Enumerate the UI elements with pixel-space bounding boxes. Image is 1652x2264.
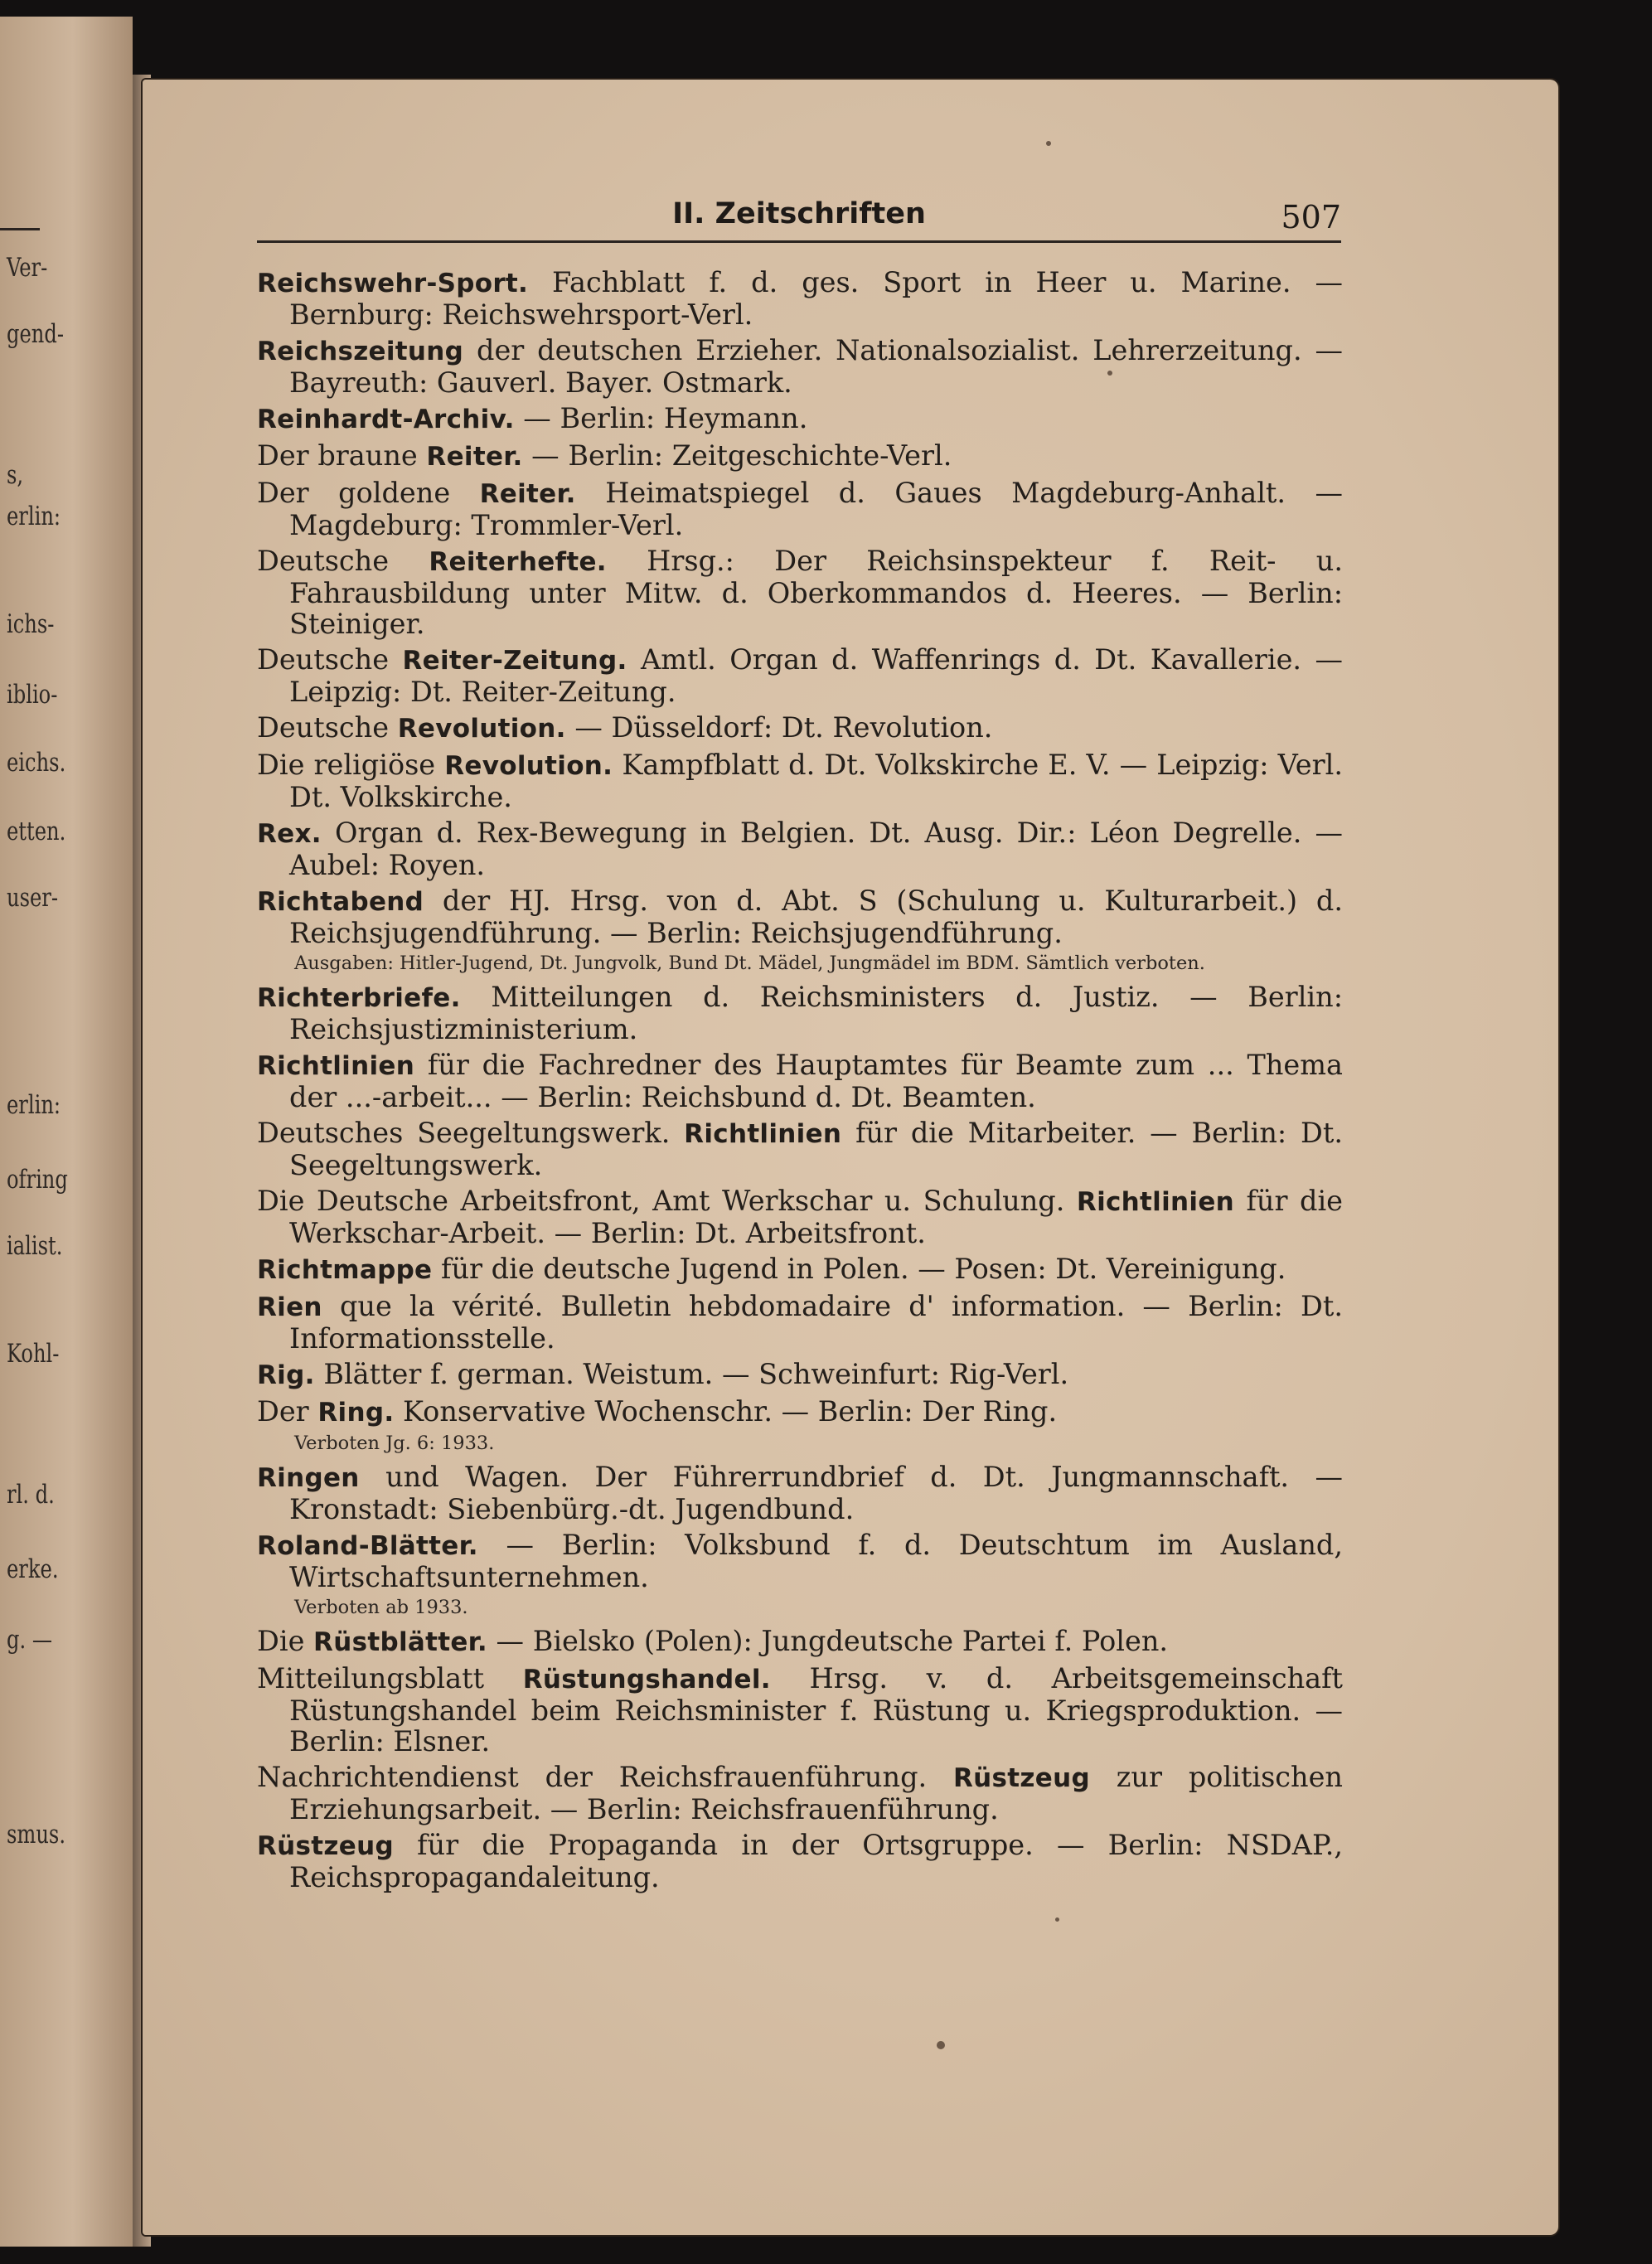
left-page-fragment: Ver- xyxy=(7,253,48,283)
entry-note: Verboten ab 1933. xyxy=(294,1597,468,1618)
list-item: Der Ring. Konservative Wochenschr. — Berlin: Der Ring. xyxy=(257,1395,1058,1428)
running-header xyxy=(257,196,1341,242)
list-item: Reichswehr-Sport. Fachblatt f. d. ges. Sport in Heer u. Marine. — Bernburg: Reichswehrsport-Verl. xyxy=(257,266,1343,331)
list-item: Rien que la vérité. Bulletin hebdomadaire d' information. — Berlin: Dt. Informationsstelle. xyxy=(257,1290,1343,1355)
left-page-fragment: s, xyxy=(7,460,24,490)
left-page-fragment: etten. xyxy=(7,817,66,846)
list-item: Die Deutsche Arbeitsfront, Amt Werkschar u. Schulung. Richtlinien für die Werkschar-Arbeit. — Berlin: Dt. Arbeitsfront. xyxy=(257,1185,1343,1249)
left-page-fragment: g. — xyxy=(7,1625,53,1655)
entry-list xyxy=(257,267,1343,1898)
list-item: Die Rüstblätter. — Bielsko (Polen): Jungdeutsche Partei f. Polen. xyxy=(257,1625,1169,1657)
list-item: Deutsche Reiterhefte. Hrsg.: Der Reichsinspekteur f. Reit- u. Fahrausbildung unter Mitw. d. Oberkommandos d. Heeres. — Berlin: Steiniger. xyxy=(257,545,1344,640)
list-item: Richtlinien für die Fachredner des Hauptamtes für Beamte zum ... Thema der ...-arbeit... — Berlin: Reichsbund d. Dt. Beamten. xyxy=(257,1049,1343,1113)
left-page-fragment: gend- xyxy=(7,319,65,349)
entry-note: Verboten Jg. 6: 1933. xyxy=(294,1433,495,1454)
list-item: Rig. Blätter f. german. Weistum. — Schweinfurt: Rig-Verl. xyxy=(257,1358,1069,1390)
left-page-fragment: iblio- xyxy=(7,680,58,710)
left-page-fragment: ofring xyxy=(7,1165,68,1195)
list-item: Roland-Blätter. — Berlin: Volksbund f. d. Deutschtum im Ausland, Wirtschaftsunternehmen. xyxy=(257,1529,1343,1593)
left-page-fragment: rl. d. xyxy=(7,1480,55,1510)
left-page-fragment: Kohl- xyxy=(7,1339,60,1369)
left-page-fragment: ichs- xyxy=(7,609,55,639)
paper-speck xyxy=(1055,1917,1059,1922)
paper-speck xyxy=(1046,141,1051,146)
section-title: II. Zeitschriften xyxy=(672,197,926,230)
left-page-edge xyxy=(0,17,133,2247)
left-page-fragment: erlin: xyxy=(7,1090,61,1120)
left-page-fragment: eichs. xyxy=(7,748,66,778)
list-item: Die religiöse Revolution. Kampfblatt d. Dt. Volkskirche E. V. — Leipzig: Verl. Dt. Volkskirche. xyxy=(257,749,1343,813)
list-item: Rex. Organ d. Rex-Bewegung in Belgien. Dt. Ausg. Dir.: Léon Degrelle. — Aubel: Royen. xyxy=(257,817,1343,881)
page-number: 507 xyxy=(1281,199,1341,235)
left-page-rule xyxy=(0,228,40,230)
paper-speck xyxy=(937,2041,945,2049)
list-item: Mitteilungsblatt Rüstungshandel. Hrsg. v. d. Arbeitsgemeinschaft Rüstungshandel beim Reichsminister f. Rüstung u. Kriegsproduktion. — Berlin: Elsner. xyxy=(257,1662,1343,1757)
left-page-fragment: erlin: xyxy=(7,502,61,531)
list-item: Rüstzeug für die Propaganda in der Ortsgruppe. — Berlin: NSDAP., Reichspropagandaleitung. xyxy=(257,1829,1343,1893)
list-item: Richtmappe für die deutsche Jugend in Polen. — Posen: Dt. Vereinigung. xyxy=(257,1253,1286,1285)
list-item: Der braune Reiter. — Berlin: Zeitgeschichte-Verl. xyxy=(257,439,952,472)
left-page-fragment: user- xyxy=(7,883,59,913)
entry-note: Ausgaben: Hitler-Jugend, Dt. Jungvolk, Bund Dt. Mädel, Jungmädel im BDM. Sämtlich verboten. xyxy=(294,953,1205,974)
header-rule xyxy=(257,240,1341,243)
left-page-fragment: erke. xyxy=(7,1554,59,1584)
list-item: Der goldene Reiter. Heimatspiegel d. Gaues Magdeburg-Anhalt. — Magdeburg: Trommler-Verl. xyxy=(257,477,1344,541)
list-item: Reinhardt-Archiv. — Berlin: Heymann. xyxy=(257,402,808,434)
list-item: Deutsche Reiter-Zeitung. Amtl. Organ d. Waffenrings d. Dt. Kavallerie. — Leipzig: Dt. Reiter-Zeitung. xyxy=(257,643,1343,708)
list-item: Nachrichtendienst der Reichsfrauenführung. Rüstzeug zur politischen Erziehungsarbeit. — Berlin: Reichsfrauenführung. xyxy=(257,1761,1343,1825)
list-item: Deutsche Revolution. — Düsseldorf: Dt. Revolution. xyxy=(257,711,993,744)
paper-speck xyxy=(1107,371,1112,376)
list-item: Ringen und Wagen. Der Führerrundbrief d. Dt. Jungmannschaft. — Kronstadt: Siebenbürg.-dt. Jugendbund. xyxy=(257,1461,1343,1525)
list-item: Richtabend der HJ. Hrsg. von d. Abt. S (Schulung u. Kulturarbeit.) d. Reichsjugendführung. — Berlin: Reichsjugendführung. xyxy=(257,885,1343,949)
list-item: Deutsches Seegeltungswerk. Richtlinien für die Mitarbeiter. — Berlin: Dt. Seegeltungswerk. xyxy=(257,1117,1343,1181)
left-page-fragment: smus. xyxy=(7,1820,66,1849)
list-item: Richterbriefe. Mitteilungen d. Reichsministers d. Justiz. — Berlin: Reichsjustizministerium. xyxy=(257,981,1343,1045)
list-item: Reichszeitung der deutschen Erzieher. Nationalsozialist. Lehrerzeitung. — Bayreuth: Gauverl. Bayer. Ostmark. xyxy=(257,334,1343,399)
left-page-fragment: ialist. xyxy=(7,1231,63,1261)
